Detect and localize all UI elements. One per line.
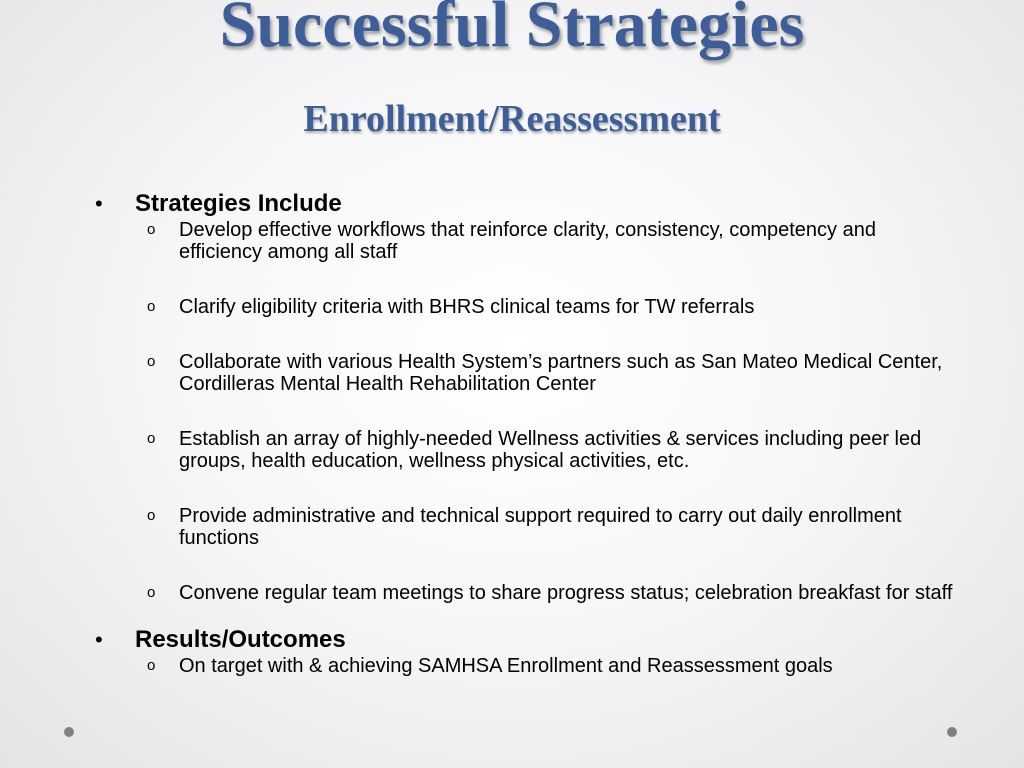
- list-item-text: Develop effective workflows that reinforce clarity, consistency, competency and efficiency among all staff: [179, 219, 876, 263]
- list-item: [95, 655, 955, 677]
- circle-bullet-icon: o: [147, 507, 156, 524]
- list-item-text: Provide administrative and technical support required to carry out daily enrollment functions: [179, 505, 902, 549]
- circle-bullet-icon: o: [147, 430, 156, 447]
- decorative-dot-left-icon: [64, 727, 74, 737]
- decorative-dot-right-icon: [947, 727, 957, 737]
- circle-bullet-icon: o: [147, 298, 156, 315]
- list-item: [95, 505, 955, 549]
- section-heading-results: Results/Outcomes: [135, 626, 346, 653]
- bullet-icon: •: [95, 627, 103, 652]
- results-list: [95, 655, 955, 677]
- list-item-text: Establish an array of highly-needed Wellness activities & services including peer led groups, health education, wellness physical activities, etc.: [179, 428, 922, 472]
- list-item: [95, 428, 955, 472]
- section-heading-row: [95, 188, 955, 219]
- list-item: [95, 219, 955, 263]
- section-heading-strategies: Strategies Include: [135, 190, 342, 217]
- list-item: [95, 296, 955, 318]
- circle-bullet-icon: o: [147, 657, 156, 674]
- section-strategies: [95, 188, 955, 604]
- circle-bullet-icon: o: [147, 353, 156, 370]
- list-item-text: On target with & achieving SAMHSA Enrollment and Reassessment goals: [179, 655, 833, 677]
- list-item-text: Convene regular team meetings to share progress status; celebration breakfast for staff: [179, 582, 953, 604]
- slide-body: [95, 188, 955, 677]
- bullet-icon: •: [95, 191, 103, 216]
- list-item-text: Clarify eligibility criteria with BHRS clinical teams for TW referrals: [179, 296, 755, 318]
- slide-title: Successful Strategies: [219, 0, 805, 61]
- circle-bullet-icon: o: [147, 584, 156, 601]
- section-heading-row: [95, 624, 955, 655]
- strategies-list: [95, 219, 955, 604]
- list-item: [95, 351, 955, 395]
- slide-subtitle: Enrollment/Reassessment: [303, 98, 721, 140]
- section-results: [95, 624, 955, 677]
- circle-bullet-icon: o: [147, 221, 156, 238]
- list-item: [95, 582, 955, 604]
- list-item-text: Collaborate with various Health System’s partners such as San Mateo Medical Center, Cordilleras Mental Health Rehabilitation Center: [179, 351, 943, 395]
